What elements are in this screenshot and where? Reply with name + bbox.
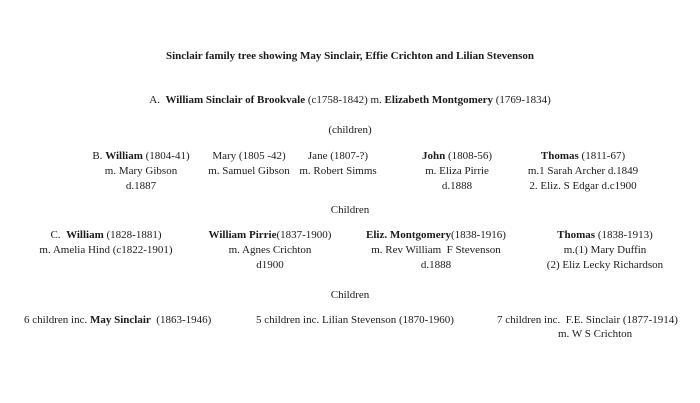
- person-entry: [18, 228, 194, 258]
- person-name: Thomas: [557, 229, 596, 241]
- document-title: Sinclair family tree showing May Sinclair, Effie Crichton and Lilian Stevenson: [165, 50, 534, 62]
- person-name: Mary: [212, 150, 237, 162]
- person-name: William Pirrie: [208, 229, 277, 241]
- person-dates: (1805 -42): [236, 150, 286, 162]
- person-dates: (1828-1881): [103, 229, 162, 241]
- marriage-line: m.(1) Mary Duffin: [563, 244, 647, 256]
- descendants-count: 6 children inc.: [24, 314, 90, 326]
- person-name: William Sinclair of Brookvale: [165, 94, 306, 106]
- person-name: May Sinclair: [89, 314, 151, 326]
- children-label: Children: [330, 204, 370, 216]
- person-name: Thomas: [540, 150, 579, 162]
- person-entry: [484, 149, 682, 194]
- person-name-line: [336, 228, 536, 243]
- person-dates: (c1758-1842) m.: [305, 94, 385, 106]
- person-name-line: [522, 228, 688, 243]
- marriage-line: m. Eliza Pirrie: [425, 165, 489, 177]
- generation-label: B.: [92, 150, 106, 162]
- person-name: Jane: [307, 150, 328, 162]
- person-entry: [198, 228, 342, 273]
- death-line: d1900: [256, 259, 284, 271]
- person-name-line: [85, 149, 197, 164]
- descendants-entry: [24, 313, 211, 328]
- children-label: (children): [328, 124, 372, 136]
- marriage-line: m. W S Crichton: [558, 328, 633, 340]
- person-name-line: [484, 149, 682, 164]
- children-label: Children: [330, 289, 370, 301]
- marriage-line-2: 2. Eliz. S Edgar d.c1900: [529, 180, 637, 192]
- person-name-line: [18, 228, 194, 243]
- marriage-line: m.1 Sarah Archer d.1849: [527, 165, 639, 177]
- marriage-line: m. Amelia Hind (c1822-1901): [39, 244, 173, 256]
- person-entry: [85, 149, 197, 194]
- marriage-line: m. Robert Simms: [299, 165, 377, 177]
- person-dates: (1804-41): [142, 150, 190, 162]
- generation-a-line: [0, 93, 700, 108]
- marriage-line: m. Samuel Gibson: [208, 165, 290, 177]
- person-entry: [286, 149, 390, 179]
- descendants-entry: 5 children inc. Lilian Stevenson (1870-1960): [256, 314, 454, 326]
- person-dates: (1811-67): [578, 150, 626, 162]
- person-dates: (1807-?): [327, 150, 369, 162]
- person-name: Eliz. Montgomery: [366, 229, 451, 241]
- person-dates: (1838-1913): [595, 229, 653, 241]
- spouse-name: Elizabeth Montgomery: [384, 94, 493, 106]
- death-line: d.1888: [420, 259, 452, 271]
- death-line: d.1888: [441, 180, 473, 192]
- death-line: d.1887: [125, 180, 157, 192]
- marriage-line-2: (2) Eliz Lecky Richardson: [546, 259, 664, 271]
- person-name-line: [286, 149, 390, 164]
- person-name-line: [198, 228, 342, 243]
- person-dates: (1837-1900): [276, 229, 332, 241]
- person-name: John: [422, 150, 446, 162]
- person-dates: (1808-56): [445, 150, 492, 162]
- person-name: William: [66, 229, 104, 241]
- spouse-dates: (1769-1834): [493, 94, 551, 106]
- marriage-line: m. Agnes Crichton: [228, 244, 312, 256]
- person-dates: (1838-1916): [450, 229, 506, 241]
- generation-label: C.: [50, 229, 67, 241]
- generation-label: A.: [149, 94, 166, 106]
- marriage-line: m. Mary Gibson: [104, 165, 178, 177]
- person-name: William: [105, 150, 143, 162]
- person-entry: [522, 228, 688, 273]
- descendants-entry: 7 children inc. F.E. Sinclair (1877-1914): [497, 314, 678, 326]
- person-entry: [336, 228, 536, 273]
- marriage-line: m. Rev William F Stevenson: [371, 244, 501, 256]
- person-dates: (1863-1946): [150, 314, 212, 326]
